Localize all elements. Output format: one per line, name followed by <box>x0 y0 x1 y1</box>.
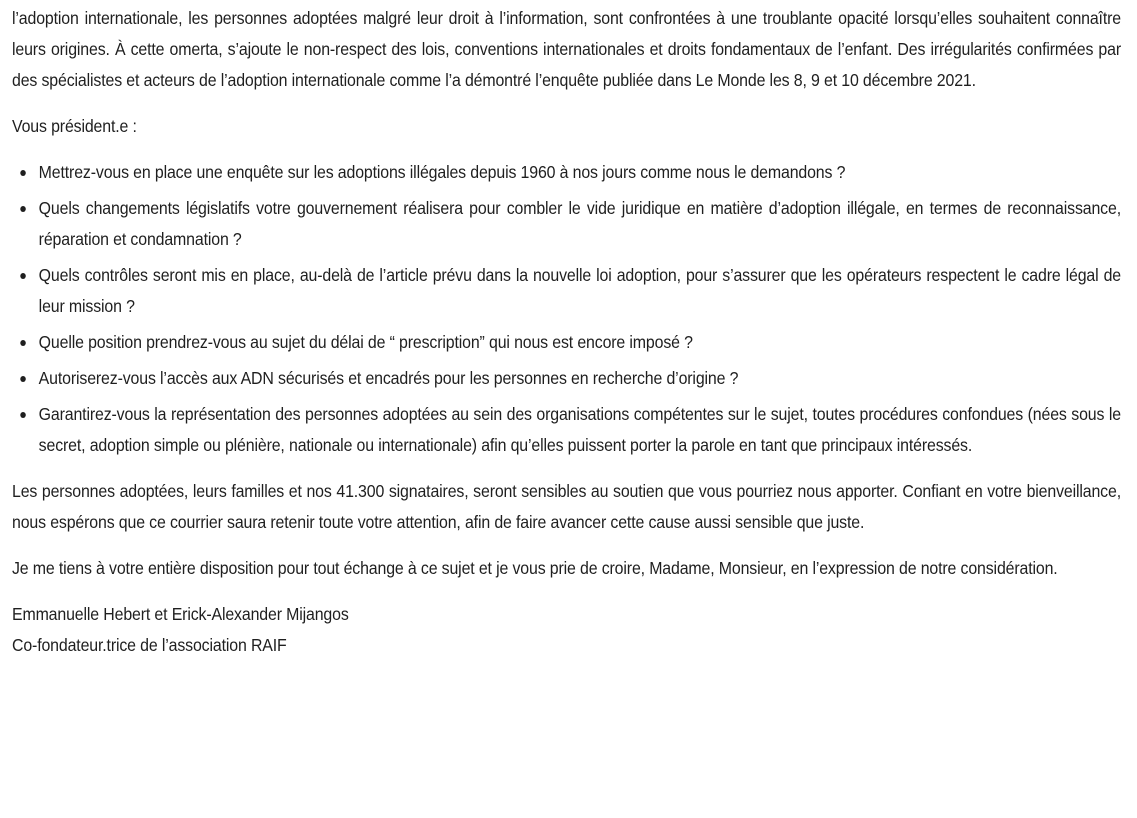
question-text: Quels changements législatifs votre gouvernement réalisera pour combler le vide juridique en matière d’adoption illégale, en termes de reconnaissance, réparation et condamnation ? <box>38 198 1121 249</box>
question-text: Garantirez-vous la représentation des personnes adoptées au sein des organisations compétentes sur le sujet, toutes procédures confondues (nées sous le secret, adoption simple ou plénière, nationale ou internationale) afin qu’elles puissent porter la parole en tant que principaux intéressés. <box>38 404 1121 455</box>
disposition-paragraph: Je me tiens à votre entière disposition pour tout échange à ce sujet et je vous prie de croire, Madame, Monsieur, en l’expression de notre considération. <box>12 558 1058 578</box>
bullet-icon <box>20 340 26 346</box>
signature-role: Co-fondateur.trice de l’association RAIF <box>12 635 287 655</box>
bullet-icon <box>20 206 26 212</box>
question-text: Quels contrôles seront mis en place, au-delà de l’article prévu dans la nouvelle loi adoption, pour s’assurer que les opérateurs respectent le cadre légal de leur mission ? <box>38 265 1121 316</box>
question-text: Autoriserez-vous l’accès aux ADN sécurisés et encadrés pour les personnes en recherche d’origine ? <box>38 368 739 388</box>
intro-paragraph: l’adoption internationale, les personnes adoptées malgré leur droit à l’information, sont confrontées à une troublante opacité lorsqu’elles souhaitent connaître leurs origines. À cette omerta, s’ajoute le non-respect des lois, conventions internationales et droits fondamentaux de l’enfant. Des irrégularités confirmées par des spécialistes et acteurs de l’adoption internationale comme l’a démontré l’enquête publiée dans Le Monde les 8, 9 et 10 décembre 2021. <box>12 8 1121 90</box>
question-item <box>39 399 1121 461</box>
question-item <box>39 327 1121 358</box>
question-item <box>39 193 1121 255</box>
question-item <box>39 363 1121 394</box>
question-text: Quelle position prendrez-vous au sujet du délai de “ prescription” qui nous est encore imposé ? <box>38 332 693 352</box>
question-item <box>39 157 1121 188</box>
bullet-icon <box>20 273 26 279</box>
signature-names: Emmanuelle Hebert et Erick-Alexander Mijangos <box>12 604 349 624</box>
question-text: Mettrez-vous en place une enquête sur les adoptions illégales depuis 1960 à nos jours comme nous le demandons ? <box>38 162 846 182</box>
question-item <box>39 260 1121 322</box>
bullet-icon <box>20 412 26 418</box>
signature-block <box>12 599 1121 661</box>
support-paragraph: Les personnes adoptées, leurs familles et nos 41.300 signataires, seront sensibles au soutien que vous pourriez nous apporter. Confiant en votre bienveillance, nous espérons que ce courrier saura retenir toute votre attention, afin de faire avancer cette cause aussi sensible que juste. <box>12 481 1121 532</box>
bullet-icon <box>20 170 26 176</box>
questions-lead: Vous président.e : <box>12 116 137 136</box>
bullet-icon <box>20 376 26 382</box>
letter-body <box>12 3 1121 661</box>
questions-list <box>12 157 1121 461</box>
